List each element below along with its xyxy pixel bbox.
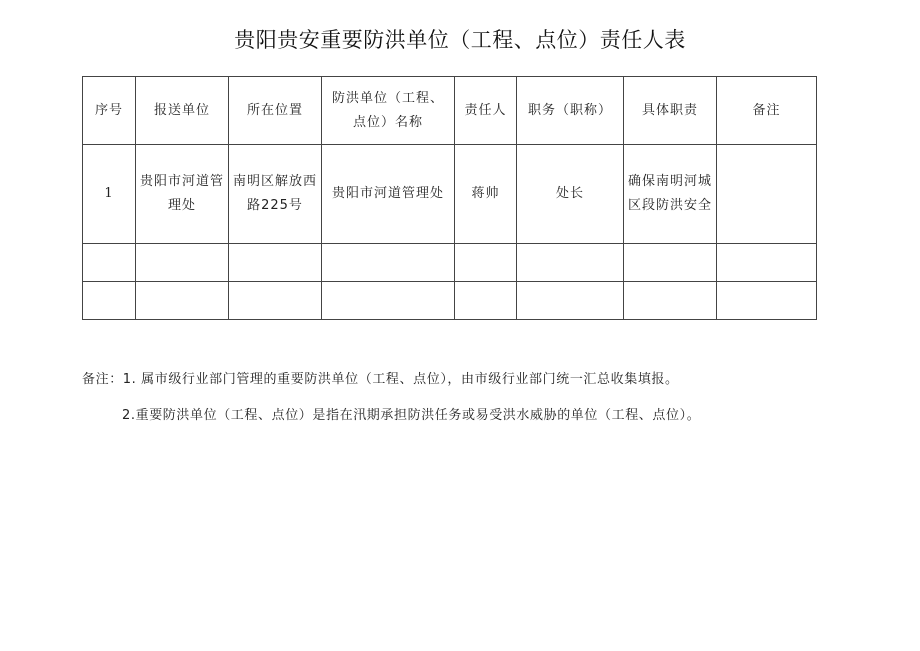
header-cell: 责任人: [455, 77, 517, 145]
table-cell: [455, 282, 517, 320]
page-title: 贵阳贵安重要防洪单位（工程、点位）责任人表: [234, 28, 686, 52]
table-cell: [136, 244, 229, 282]
header-cell: 备注: [717, 77, 817, 145]
header-cell: 具体职责: [624, 77, 717, 145]
table-cell: 1: [83, 145, 136, 244]
table-row: [83, 282, 817, 320]
table-cell: [322, 244, 455, 282]
table-cell: 蒋帅: [455, 145, 517, 244]
table-cell: 处长: [517, 145, 624, 244]
table-cell: [717, 282, 817, 320]
note-line-1: 备注：1. 属市级行业部门管理的重要防洪单位（工程、点位），由市级行业部门统一汇总收集填报。: [82, 372, 679, 387]
table-row: [83, 244, 817, 282]
header-cell: 报送单位: [136, 77, 229, 145]
table-cell: 贵阳市河道管理处: [136, 145, 229, 244]
table-cell: [229, 244, 322, 282]
table-cell: 南明区解放西路225号: [229, 145, 322, 244]
table-cell: [136, 282, 229, 320]
header-cell: 序号: [83, 77, 136, 145]
note-line-2: 2.重要防洪单位（工程、点位）是指在汛期承担防洪任务或易受洪水威胁的单位（工程、点位）。: [122, 408, 701, 423]
table-cell: [322, 282, 455, 320]
table-cell: 贵阳市河道管理处: [322, 145, 455, 244]
table-cell: [717, 244, 817, 282]
table-cell: [624, 244, 717, 282]
table-cell: [455, 244, 517, 282]
header-row: [83, 77, 817, 145]
table-cell: [624, 282, 717, 320]
table-cell: [717, 145, 817, 244]
table-cell: [229, 282, 322, 320]
table-cell: [517, 244, 624, 282]
responsibility-table: [82, 76, 817, 320]
table-row: [83, 145, 817, 244]
table-cell: 确保南明河城区段防洪安全: [624, 145, 717, 244]
header-cell: 职务（职称）: [517, 77, 624, 145]
table-cell: [83, 282, 136, 320]
table-cell: [83, 244, 136, 282]
table-cell: [517, 282, 624, 320]
header-cell: 所在位置: [229, 77, 322, 145]
header-cell: 防洪单位（工程、点位）名称: [322, 77, 455, 145]
